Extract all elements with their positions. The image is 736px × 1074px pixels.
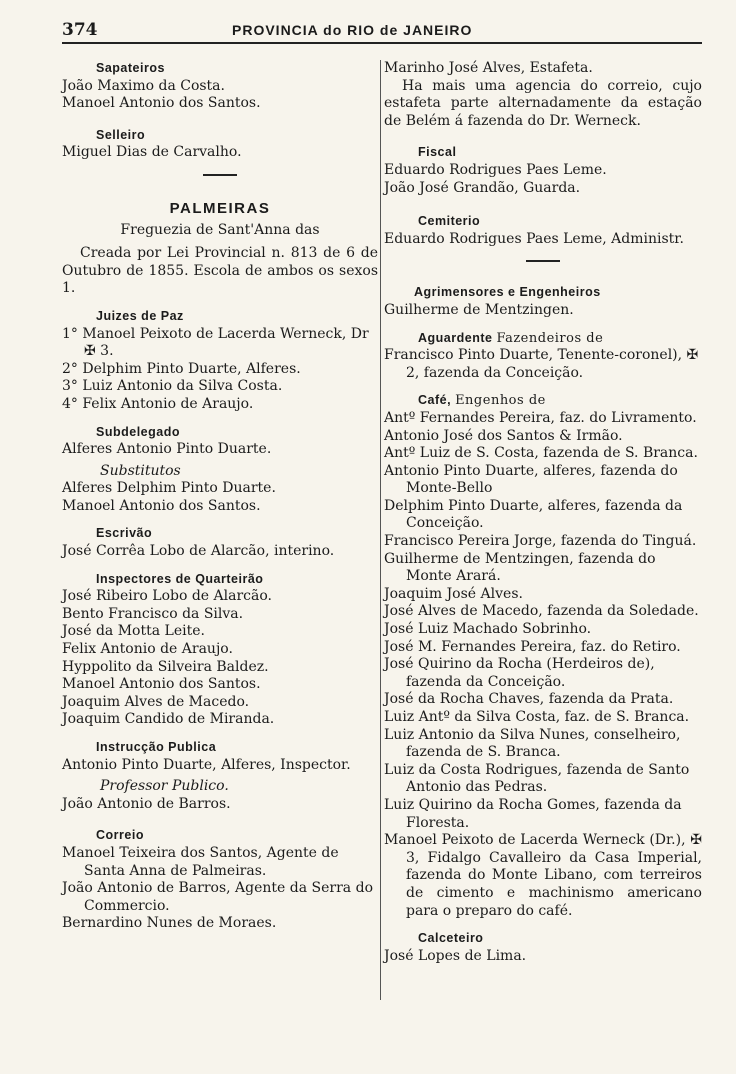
list-item: Eduardo Rodrigues Paes Leme, Administr. xyxy=(384,230,684,247)
list-item: Manoel Antonio dos Santos. xyxy=(62,497,261,514)
list-item: João Maximo da Costa. xyxy=(62,77,225,94)
list-item: Luiz da Costa Rodrigues, fazenda de Santo Antonio das Pedras. xyxy=(384,761,690,796)
list-item: Guilherme de Mentzingen. xyxy=(384,301,574,318)
list-item: José Ribeiro Lobo de Alarcão. xyxy=(62,588,272,605)
left-column xyxy=(62,60,378,933)
list-item: Antº Luiz de S. Costa, fazenda de S. Branca. xyxy=(384,445,698,462)
list-item: 2° Delphim Pinto Duarte, Alferes. xyxy=(62,360,301,377)
list-item: Bernardino Nunes de Moraes. xyxy=(62,915,277,932)
list-item: Delphim Pinto Duarte, alferes, fazenda da Conceição. xyxy=(384,497,683,532)
list-item: Manoel Teixeira dos Santos, Agente de Santa Anna de Palmeiras. xyxy=(62,844,339,879)
list-item: Joaquim José Alves. xyxy=(384,585,523,602)
list-item: Francisco Pinto Duarte, Tenente-coronel), ✠ 2, fazenda da Conceição. xyxy=(384,347,699,381)
agencia-paragraph: Ha mais uma agencia do correio, cujo estafeta parte alternadamente da estação de Belém á fazenda do Dr. Werneck. xyxy=(384,77,702,129)
list-item: José Corrêa Lobo de Alarcão, interino. xyxy=(62,543,335,560)
heading-aguardente-label: Aguardente xyxy=(418,330,493,345)
list-item: Manoel Peixoto de Lacerda Werneck (Dr.), ✠ 3, Fidalgo Cavalleiro da Casa Imperial, fazenda do Monte Libano, com terreiros de cimento e machinismo americano para o preparo do café. xyxy=(384,832,702,919)
list-item: Antonio José dos Santos & Irmão. xyxy=(384,427,623,444)
list-item: José Quirino da Rocha (Herdeiros de), fazenda da Conceição. xyxy=(384,656,655,690)
list-item: Felix Antonio de Araujo. xyxy=(62,641,233,658)
list-item: Luiz Quirino da Rocha Gomes, fazenda da Floresta. xyxy=(384,796,682,831)
list-item: José da Motta Leite. xyxy=(62,623,205,640)
section-title-palmeiras: PALMEIRAS xyxy=(169,199,271,217)
list-item: Manoel Antonio dos Santos. xyxy=(62,676,261,693)
list-item: Guilherme de Mentzingen, fazenda do Monte Arará. xyxy=(384,550,656,585)
heading-subdelegado: Subdelegado xyxy=(96,424,180,439)
column-divider xyxy=(380,60,381,1000)
heading-juizes: Juizes de Paz xyxy=(96,308,184,323)
heading-substitutos: Substitutos xyxy=(100,462,181,479)
list-item: 4° Felix Antonio de Araujo. xyxy=(62,395,254,412)
list-item: Manoel Antonio dos Santos. xyxy=(62,95,261,112)
heading-cafe xyxy=(384,392,702,410)
list-item: João Antonio de Barros. xyxy=(62,795,231,812)
list-item: Francisco Pereira Jorge, fazenda do Tinguá. xyxy=(384,533,697,550)
section-divider xyxy=(526,260,560,262)
heading-correio: Correio xyxy=(96,828,144,843)
list-item: Joaquim Candido de Miranda. xyxy=(62,711,275,728)
heading-aguardente-sub: Fazendeiros de xyxy=(496,330,604,346)
list-item: José Lopes de Lima. xyxy=(384,947,527,964)
running-title: PROVINCIA do RIO de JANEIRO xyxy=(232,22,473,38)
heading-cafe-sub: Engenhos de xyxy=(455,393,546,409)
list-item: Antonio Pinto Duarte, alferes, fazenda do Monte-Bello xyxy=(384,462,678,497)
list-item: Luiz Antº da Silva Costa, faz. de S. Branca. xyxy=(384,709,690,725)
heading-escrivao: Escrivão xyxy=(96,526,153,541)
list-item: Joaquim Alves de Macedo. xyxy=(62,693,250,710)
list-item: 1° Manoel Peixoto de Lacerda Werneck, Dr ✠ 3. xyxy=(62,325,369,360)
list-item: Marinho José Alves, Estafeta. xyxy=(384,60,593,76)
heading-instrucao: Instrucção Publica xyxy=(96,740,217,754)
heading-fiscal: Fiscal xyxy=(418,145,457,160)
list-item: Miguel Dias de Carvalho. xyxy=(62,144,242,161)
list-item: 3° Luiz Antonio da Silva Costa. xyxy=(62,378,283,395)
list-item: Antonio Pinto Duarte, Alferes, Inspector. xyxy=(62,756,351,773)
heading-professor: Professor Publico. xyxy=(100,778,229,795)
list-item: Antº Fernandes Pereira, faz. do Livramento. xyxy=(384,409,697,426)
list-item: Luiz Antonio da Silva Nunes, conselheiro, fazenda de S. Branca. xyxy=(384,726,681,761)
list-item: Eduardo Rodrigues Paes Leme. xyxy=(384,161,607,178)
heading-cafe-label: Café, xyxy=(418,393,452,408)
list-item: José M. Fernandes Pereira, faz. do Retiro. xyxy=(384,638,681,655)
right-column xyxy=(384,60,702,965)
list-item: João Antonio de Barros, Agente da Serra do Commercio. xyxy=(62,880,373,914)
list-item: Hyppolito da Silveira Baldez. xyxy=(62,658,269,675)
section-divider xyxy=(203,174,237,176)
heading-inspectores: Inspectores de Quarteirão xyxy=(96,571,264,586)
heading-aguardente xyxy=(384,330,702,348)
list-item: João José Grandão, Guarda. xyxy=(384,179,581,196)
heading-selleiro: Selleiro xyxy=(96,127,146,142)
creada-paragraph: Creada por Lei Provincial n. 813 de 6 de Outubro de 1855. Escola de ambos os sexos 1. xyxy=(62,245,378,297)
list-item: José Alves de Macedo, fazenda da Soledade. xyxy=(384,603,699,620)
list-item: Alferes Delphim Pinto Duarte. xyxy=(62,480,276,497)
page-header xyxy=(62,18,702,44)
heading-calceteiro: Calceteiro xyxy=(418,931,484,946)
heading-cemiterio: Cemiterio xyxy=(418,214,481,229)
list-item: Alferes Antonio Pinto Duarte. xyxy=(62,441,272,458)
heading-agrimensores: Agrimensores e Engenheiros xyxy=(414,285,601,300)
page-number: 374 xyxy=(62,20,98,40)
freguezia-line: Freguezia de Sant'Anna das xyxy=(120,221,320,238)
list-item: José da Rocha Chaves, fazenda da Prata. xyxy=(384,691,674,708)
list-item: José Luiz Machado Sobrinho. xyxy=(384,621,592,638)
heading-sapateiros: Sapateiros xyxy=(96,61,165,75)
list-item: Bento Francisco da Silva. xyxy=(62,605,244,622)
